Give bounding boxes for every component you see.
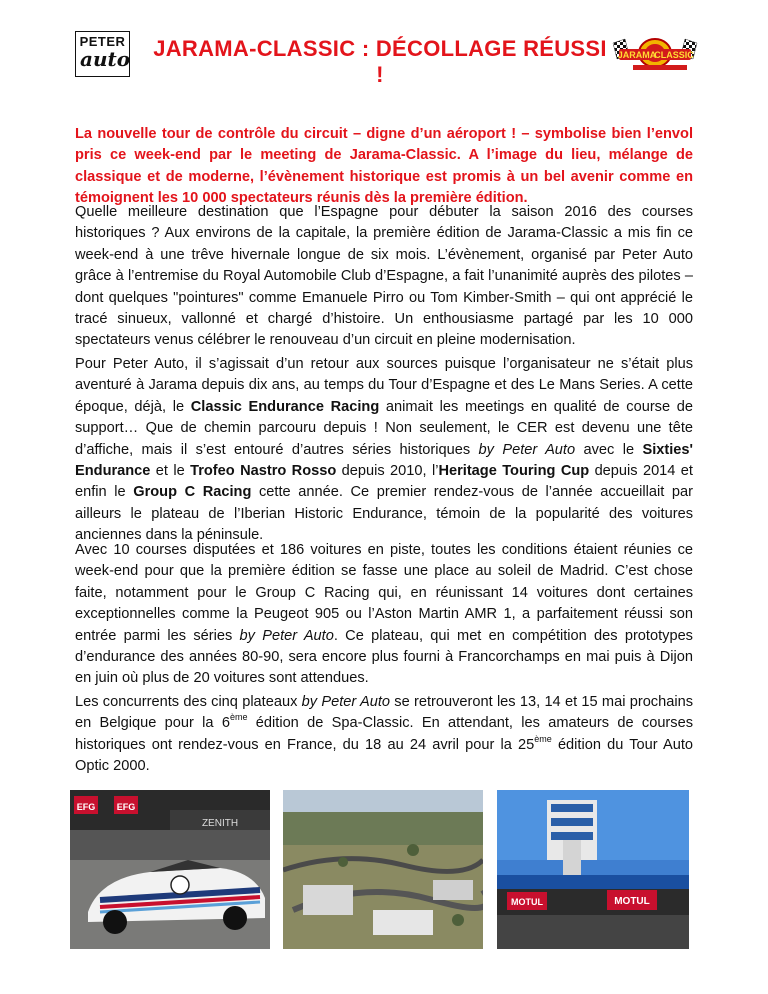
classic-endurance-racing: Classic Endurance Racing <box>190 398 380 415</box>
jarama-classic-logo <box>611 33 699 77</box>
peter-auto-logo: PETER auto <box>75 31 130 77</box>
photo-control-tower <box>497 790 689 949</box>
photo1-sign-zenith: ZENITH <box>201 818 239 829</box>
page-title: JARAMA-CLASSIC : DÉCOLLAGE RÉUSSI ! <box>153 36 607 87</box>
paragraph-1: Quelle meilleure destination que l’Espagne pour débuter la saison 2016 des courses historiques ? Aux environs de la capitale, la première édition de Jarama-Classic a mis fin ce week-end à une trêve hivernale longue de six mois. L’évènement, organisé par Peter Auto grâce à l’entremise du Royal Automobile Club d’Espagne, a fait l’unanimité auprès des pilotes – dont quelques "pointures" comme Emanuele Pirro ou Tom Kimber-Smith – qui ont apprécié le tracé sinueux, vallonné et chargé d’histoire. Un enthousiasme partagé par les 10 000 spectateurs venus célébrer le renouveau d’un circuit en pleine modernisation. <box>75 204 693 349</box>
heritage-touring-cup: Heritage Touring Cup <box>438 463 590 480</box>
photo-race-car <box>70 790 270 949</box>
photo-circuit-aerial <box>283 790 483 949</box>
photo1-sign-1: EFG <box>76 802 96 812</box>
photo1-sign-2: EFG <box>116 802 136 812</box>
trofeo-nastro-rosso: Trofeo Nastro Rosso <box>190 463 337 480</box>
header <box>0 0 768 100</box>
paragraph-3: Avec 10 courses disputées et 186 voitures en piste, toutes les conditions étaient réunies ce week-end pour que la première édition se fasse une place au soleil de Madrid. C’est chose faite, notamment pour le Group C Racing qui, en réunissant 14 voitures dont certaines exceptionnelles comme la Peugeot 905 ou l’Aston Martin AMR 1, a parfaitement réussi son entrée parmi les séries by Peter Auto. Ce plateau, qui met en compétition des prototypes d’endurance des années 80-90, sera encore plus fourni à Francorchamps en mai puis à Dijon en juin où plus de 20 voitures sont attendues. <box>75 542 693 687</box>
svg-text:JARAMA: JARAMA <box>617 50 657 60</box>
photo3-sign-1: MOTUL <box>511 897 543 907</box>
group-c-racing: Group C Racing <box>133 484 252 501</box>
lead-paragraph: La nouvelle tour de contrôle du circuit – digne d’un aéroport ! – symbolise bien l’envol pris ce week-end par le meeting de Jarama-Classic. A l’image du lieu, mélange de classique et de moderne, l’évènement historique est promis à un bel avenir comme en témoignent les 10 000 spectateurs réunis dès la première édition. <box>75 126 693 207</box>
paragraph-2: Pour Peter Auto, il s’agissait d’un retour aux sources puisque l’organisateur ne s’était plus aventuré à Jarama depuis dix ans, au temps du Tour d’Espagne et des Le Mans Series. A cette époque, déjà, le Classic Endurance Racing animait les meetings en qualité de course de support… Que de chemin parcouru depuis ! Non seulement, le CER est devenu une tête d’affiche, mais il s’est entouré d’autres séries historiques by Peter Auto avec le Sixties' Endurance et le Trofeo Nastro Rosso depuis 2010, l’Heritage Touring Cup depuis 2014 et enfin le Group C Racing cette année. Ce premier rendez-vous de l’année accueillait par ailleurs le plateau de l’Iberian Historic Endurance, témoin de la popularité des voitures anciennes dans la péninsule. <box>75 356 693 544</box>
paragraph-4: Les concurrents des cinq plateaux by Peter Auto se retrouveront les 13, 14 et 15 mai prochains en Belgique pour la 6ème édition de Spa-Classic. En attendant, les amateurs de courses historiques ont rendez-vous en France, du 18 au 24 avril pour la 25ème édition du Tour Auto Optic 2000. <box>75 694 694 775</box>
photo3-sign-2: MOTUL <box>614 896 650 907</box>
svg-text:CLASSIC: CLASSIC <box>654 50 694 60</box>
sixties-endurance: Sixties' Endurance <box>75 441 693 480</box>
